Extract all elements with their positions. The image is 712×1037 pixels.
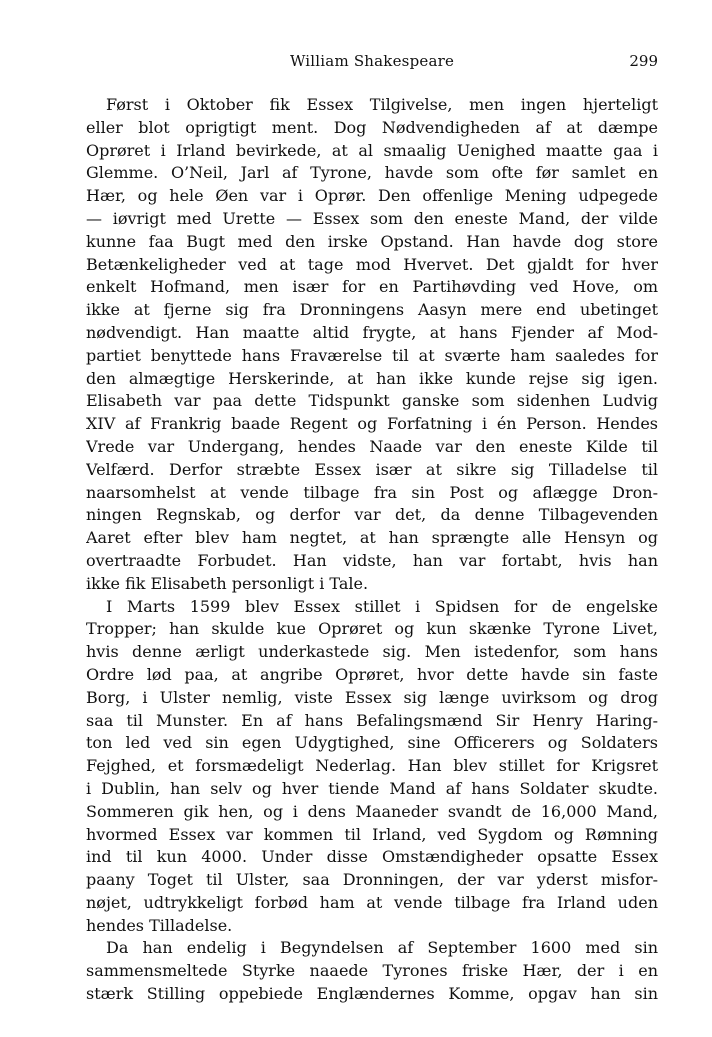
text-line: Elisabeth var paa dette Tidspunkt ganske som sidenhen Ludvig [86, 391, 658, 411]
text-line: paany Toget til Ulster, saa Dronningen, der var yderst misfor- [86, 870, 658, 890]
text-line: Velfærd. Derfor stræbte Essex især at sikre sig Tilladelse til [86, 459, 658, 479]
page-number: 299 [629, 52, 658, 70]
page-header [86, 52, 658, 78]
text-line: Betænkeligheder ved at tage mod Hvervet. Det gjaldt for hver [86, 254, 658, 274]
text-line: Oprøret i Irland bevirkede, at al smaalig Uenighed maatte gaa i [86, 140, 658, 160]
text-line: hvis denne ærligt underkastede sig. Men istedenfor, som hans [86, 642, 658, 662]
text-line: Glemme. O’Neil, Jarl af Tyrone, havde som ofte før samlet en [86, 163, 658, 183]
text-line: ikke at fjerne sig fra Dronningens Aasyn mere end ubetinget [86, 300, 658, 320]
text-line: ikke fik Elisabeth personligt i Tale. [86, 573, 369, 593]
text-line: Hær, og hele Øen var i Oprør. Den offenlige Mening udpegede [86, 186, 658, 206]
text-line: Da han endelig i Begyndelsen af September 1600 med sin [106, 938, 658, 958]
text-line: ind til kun 4000. Under disse Omstændigheder opsatte Essex [86, 847, 658, 867]
text-line: Borg, i Ulster nemlig, viste Essex sig længe uvirksom og drog [86, 687, 658, 707]
text-line: Tropper; han skulde kue Oprøret og kun skænke Tyrone Livet, [86, 619, 658, 639]
text-line: I Marts 1599 blev Essex stillet i Spidsen for de engelske [106, 596, 658, 616]
text-line: Vrede var Undergang, hendes Naade var den eneste Kilde til [86, 436, 658, 456]
text-line: Aaret efter blev ham negtet, at han sprængte alle Hensyn og [86, 528, 658, 548]
text-line: ningen Regnskab, og derfor var det, da denne Tilbagevenden [86, 505, 658, 525]
text-line: hvormed Essex var kommen til Irland, ved Sygdom og Rømning [86, 824, 658, 844]
text-line: overtraadte Forbudet. Han vidste, han var fortabt, hvis han [86, 550, 658, 570]
text-line: Ordre lød paa, at angribe Oprøret, hvor dette havde sin faste [86, 664, 658, 684]
text-line: Først i Oktober fik Essex Tilgivelse, men ingen hjerteligt [106, 95, 658, 114]
text-line: enkelt Hofmand, men især for en Partihøvding ved Hove, om [86, 277, 658, 297]
text-line: nøjet, udtrykkeligt forbød ham at vende tilbage fra Irland uden [86, 892, 658, 912]
running-title: William Shakespeare [289, 52, 455, 70]
text-line: i Dublin, han selv og hver tiende Mand af hans Soldater skudte. [86, 778, 658, 798]
text-line: stærk Stilling oppebiede Englændernes Komme, opgav han sin [86, 984, 658, 1004]
text-line: saa til Munster. En af hans Befalingsmænd Sir Henry Haring- [86, 710, 658, 730]
text-line: kunne faa Bugt med den irske Opstand. Han havde dog store [86, 231, 658, 251]
text-line: ton led ved sin egen Udygtighed, sine Officerers og Soldaters [86, 733, 658, 753]
text-line: naarsomhelst at vende tilbage fra sin Post og aflægge Dron- [86, 482, 658, 502]
text-line: — iøvrigt med Urette — Essex som den eneste Mand, der vilde [86, 208, 658, 228]
text-line: Sommeren gik hen, og i dens Maaneder svandt de 16,000 Mand, [86, 801, 658, 821]
text-line: Fejghed, et forsmædeligt Nederlag. Han blev stillet for Krigsret [86, 756, 658, 776]
text-line: sammensmeltede Styrke naaede Tyrones friske Hær, der i en [86, 961, 658, 981]
text-line: XIV af Frankrig baade Regent og Forfatning i én Person. Hendes [86, 414, 658, 434]
body-text [86, 94, 658, 1006]
text-line: eller blot oprigtigt ment. Dog Nødvendigheden af at dæmpe [86, 117, 658, 137]
text-line: hendes Tilladelse. [86, 915, 233, 935]
text-line: partiet benyttede hans Fraværelse til at sværte ham saaledes for [86, 345, 658, 365]
text-line: nødvendigt. Han maatte altid frygte, at hans Fjender af Mod- [86, 322, 658, 342]
text-line: den almægtige Herskerinde, at han ikke kunde rejse sig igen. [86, 368, 658, 388]
